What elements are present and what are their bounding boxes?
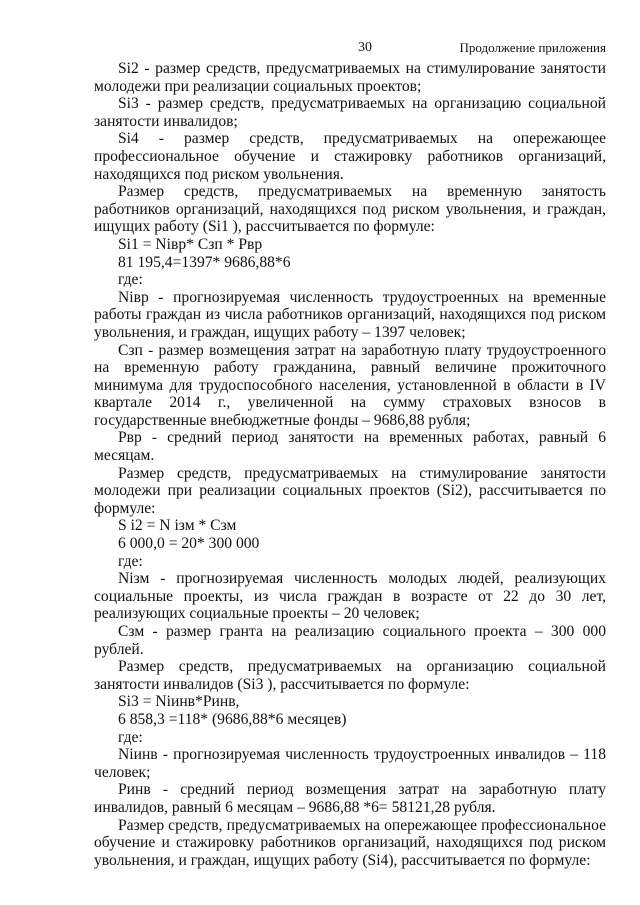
where-label: где: [118, 271, 143, 289]
formula-si2-values: 6 000,0 = 20* 300 000 [118, 535, 260, 553]
paragraph-si2-def: Si2 - размер средств, предусматриваемых на стимулирование занятости молодежи при реализации социальных проектов; [94, 60, 606, 95]
formula-si1: Si1 = Niвр* Сзп * Рвр [118, 235, 263, 253]
where-label: где: [118, 728, 143, 746]
paragraph-nivr-def: Niвр - прогнозируемая численность трудоустроенных на временные работы граждан из числа работников организаций, находящихся под риском увольнения, и граждан, ищущих работу – 1397 человек; [94, 288, 606, 341]
paragraph-szm-def: Сзм - размер гранта на реализацию социального проекта – 300 000 рублей. [94, 623, 606, 658]
formula-si3: Si3 = Niинв*Ринв, [118, 693, 240, 711]
formula-si1-values: 81 195,4=1397* 9686,88*6 [118, 253, 291, 271]
document-body [94, 60, 606, 869]
paragraph-si3-intro: Размер средств, предусматриваемых на организацию социальной занятости инвалидов (Si3 ), рассчитывается по формуле: [94, 658, 606, 693]
paragraph-niinv-def: Niинв - прогнозируемая численность трудоустроенных инвалидов – 118 человек; [94, 746, 606, 781]
paragraph-si1-intro: Размер средств, предусматриваемых на временную занятость работников организаций, находящихся под риском увольнения, и граждан, ищущих работу (Si1 ), рассчитывается по формуле: [94, 183, 606, 236]
header-note: Продолжение приложения [459, 40, 606, 55]
paragraph-nizm-def: Niзм - прогнозируемая численность молодых людей, реализующих социальные проекты, из числа граждан в возрасте от 22 до 30 лет, реализующих социальные проекты – 20 человек; [94, 570, 606, 623]
paragraph-si2-intro: Размер средств, предусматриваемых на стимулирование занятости молодежи при реализации социальных проектов (Si2), рассчитывается по формуле: [94, 464, 606, 517]
paragraph-si3-def: Si3 - размер средств, предусматриваемых на организацию социальной занятости инвалидов; [94, 95, 606, 130]
paragraph-si4-intro: Размер средств, предусматриваемых на опережающее профессиональное обучение и стажировку работников организаций, находящихся под риском увольнения, и граждан, ищущих работу (Si4), рассчитывается по формуле: [94, 816, 606, 869]
page-number: 30 [358, 40, 372, 55]
formula-si2: S i2 = N iзм * Сзм [118, 517, 237, 535]
paragraph-si4-def: Si4 - размер средств, предусматриваемых на опережающее профессиональное обучение и стажировку работников организаций, находящихся под риском увольнения. [94, 130, 606, 183]
formula-si3-values: 6 858,3 =118* (9686,88*6 месяцев) [118, 710, 347, 728]
where-label: где: [118, 552, 143, 570]
paragraph-rvr-def: Рвр - средний период занятости на временных работах, равный 6 месяцам. [94, 429, 606, 465]
paragraph-rinv-def: Ринв - средний период возмещения затрат на заработную плату инвалидов, равный 6 месяцам – 9686,88 *6= 58121,28 рубля. [94, 781, 606, 816]
paragraph-szp-def: Сзп - размер возмещения затрат на заработную плату трудоустроенного на временную работу гражданина, равный величине прожиточного минимума для трудоспособного населения, установленной в области в IV квартале 2014 г., увеличенной на сумму страховых взносов в государственные внебюджетные фонды – 9686,88 рубля; [94, 341, 606, 429]
